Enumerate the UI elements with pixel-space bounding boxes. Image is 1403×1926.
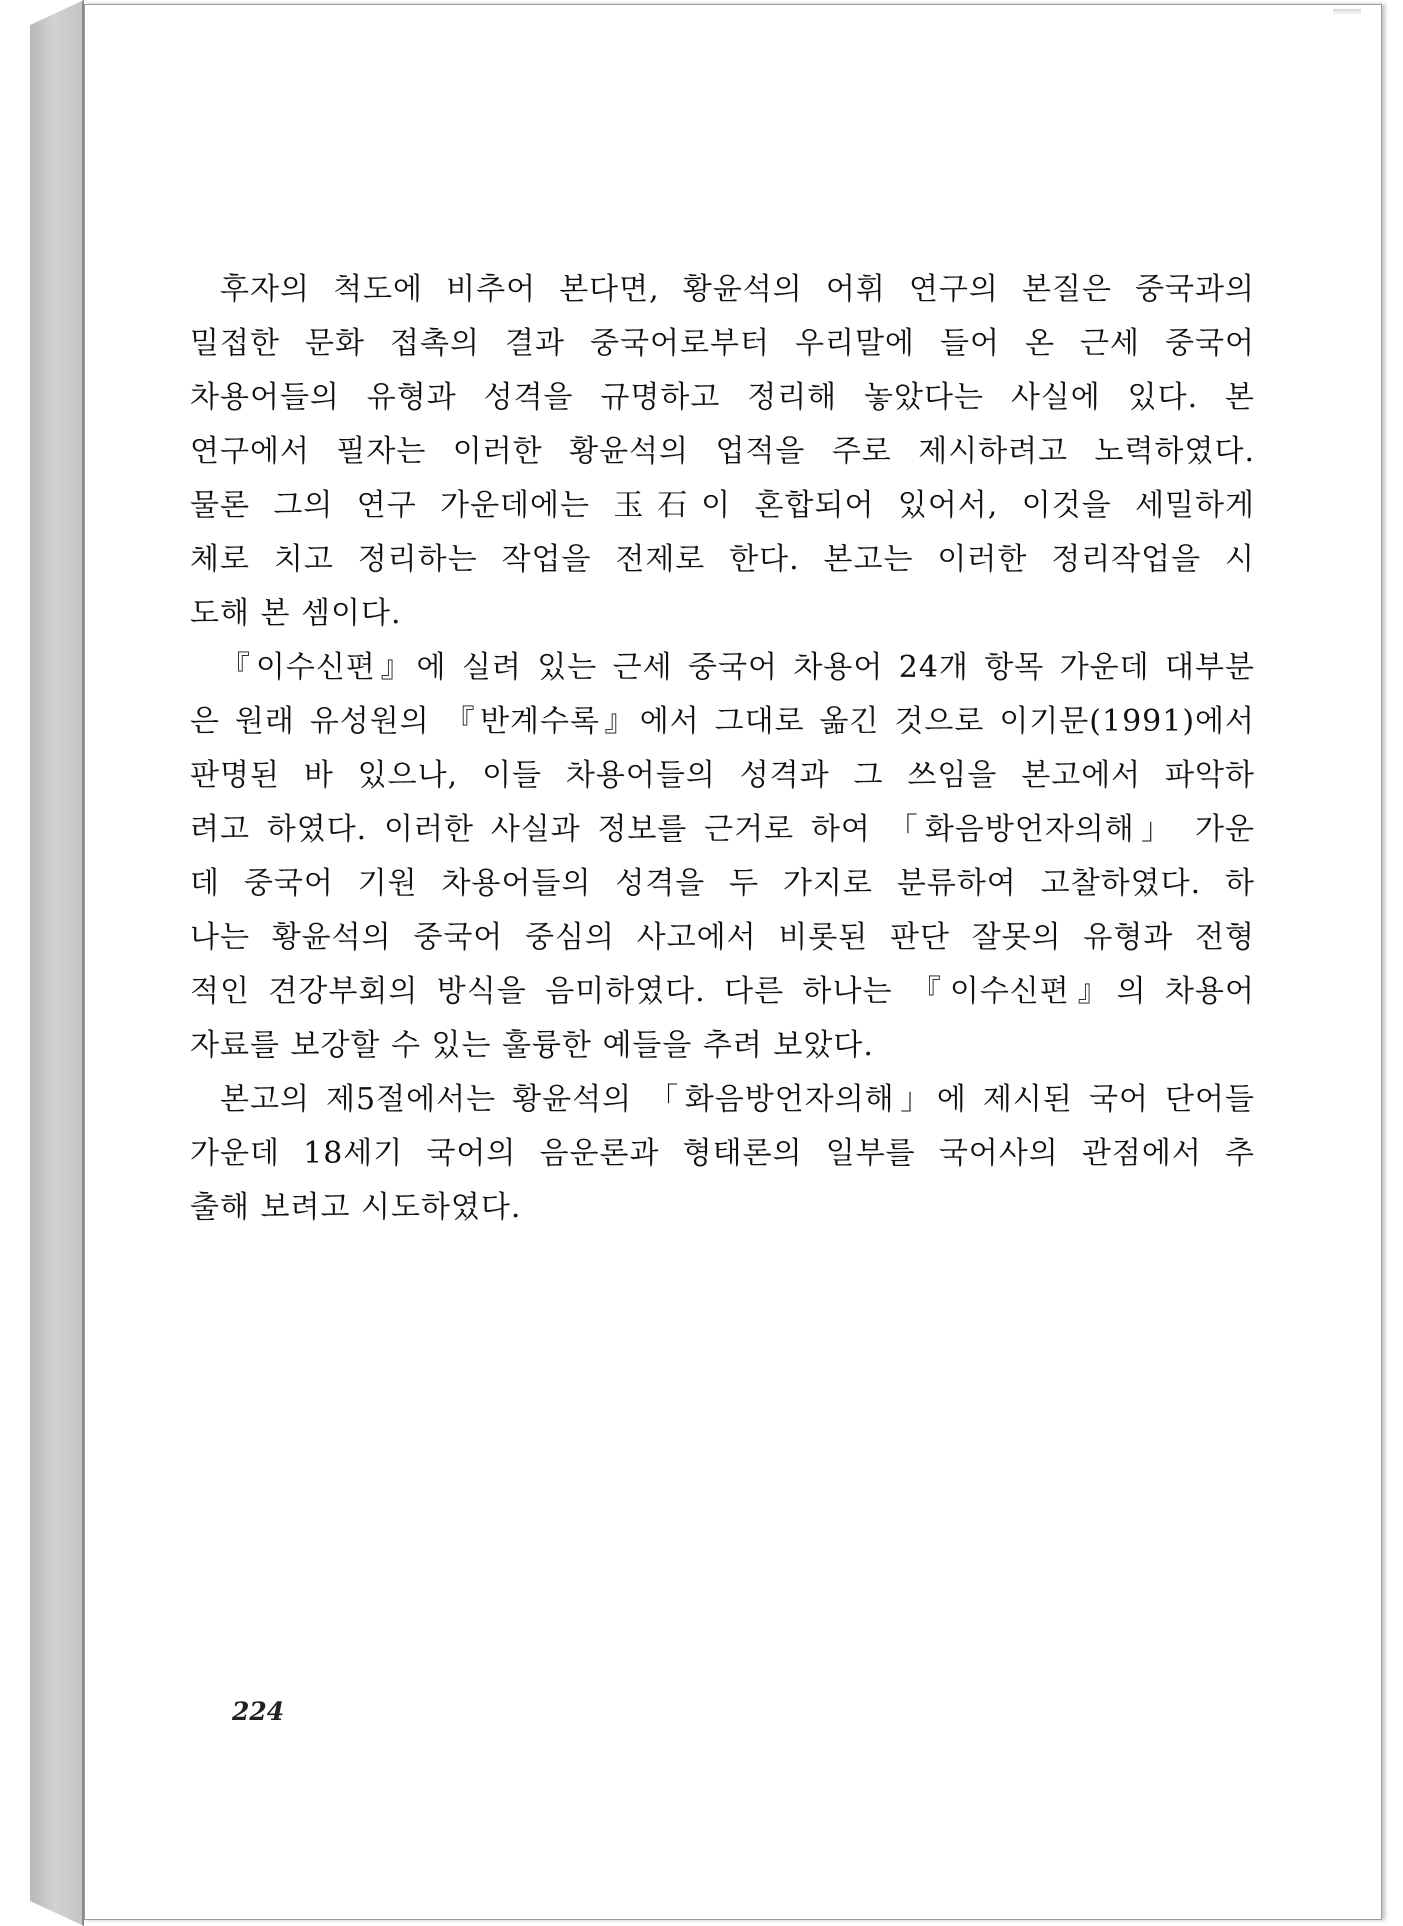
book-spine-edge (30, 0, 84, 1926)
text-line: 차용어들의 유형과 성격을 규명하고 정리해 놓았다는 사실에 있다. 본 (190, 380, 1255, 415)
text-line: 은 원래 유성원의 『반계수록』에서 그대로 옮긴 것으로 이기문(1991)에서 (190, 704, 1255, 739)
paragraph-1 (190, 263, 1255, 641)
text-line: 물론 그의 연구 가운데에는 玉石이 혼합되어 있어서, 이것을 세밀하게 (190, 488, 1255, 523)
text-line: 적인 견강부회의 방식을 음미하였다. 다른 하나는 『이수신편』의 차용어 (190, 974, 1255, 1009)
text-line: 출해 보려고 시도하였다. (190, 1190, 522, 1225)
paragraph-2 (190, 641, 1255, 1073)
text-line: 후자의 척도에 비추어 본다면, 황윤석의 어휘 연구의 본질은 중국과의 (220, 272, 1255, 307)
text-line: 본고의 제5절에서는 황윤석의 「화음방언자의해」에 제시된 국어 단어들 (220, 1082, 1255, 1117)
text-line: 연구에서 필자는 이러한 황윤석의 업적을 주로 제시하려고 노력하였다. (190, 434, 1255, 469)
text-line: 려고 하였다. 이러한 사실과 정보를 근거로 하여 「화음방언자의해」 가운 (190, 812, 1255, 847)
text-line: 판명된 바 있으나, 이들 차용어들의 성격과 그 쓰임을 본고에서 파악하 (190, 758, 1255, 793)
text-line: 체로 치고 정리하는 작업을 전제로 한다. 본고는 이러한 정리작업을 시 (190, 542, 1255, 577)
text-line: 밀접한 문화 접촉의 결과 중국어로부터 우리말에 들어 온 근세 중국어 (190, 326, 1255, 361)
paragraph-3 (190, 1073, 1255, 1235)
page-corner (1333, 9, 1361, 15)
text-line: 가운데 18세기 국어의 음운론과 형태론의 일부를 국어사의 관점에서 추 (190, 1136, 1255, 1171)
text-line: 데 중국어 기원 차용어들의 성격을 두 가지로 분류하여 고찰하였다. 하 (190, 866, 1255, 901)
text-line: 도해 본 셈이다. (190, 596, 402, 631)
text-line: 자료를 보강할 수 있는 훌륭한 예들을 추려 보았다. (190, 1028, 874, 1063)
text-line: 『이수신편』에 실려 있는 근세 중국어 차용어 24개 항목 가운데 대부분 (220, 650, 1255, 685)
page-number: 224 (232, 1697, 285, 1726)
text-line: 나는 황윤석의 중국어 중심의 사고에서 비롯된 판단 잘못의 유형과 전형 (190, 920, 1255, 955)
body-text (190, 263, 1255, 1235)
